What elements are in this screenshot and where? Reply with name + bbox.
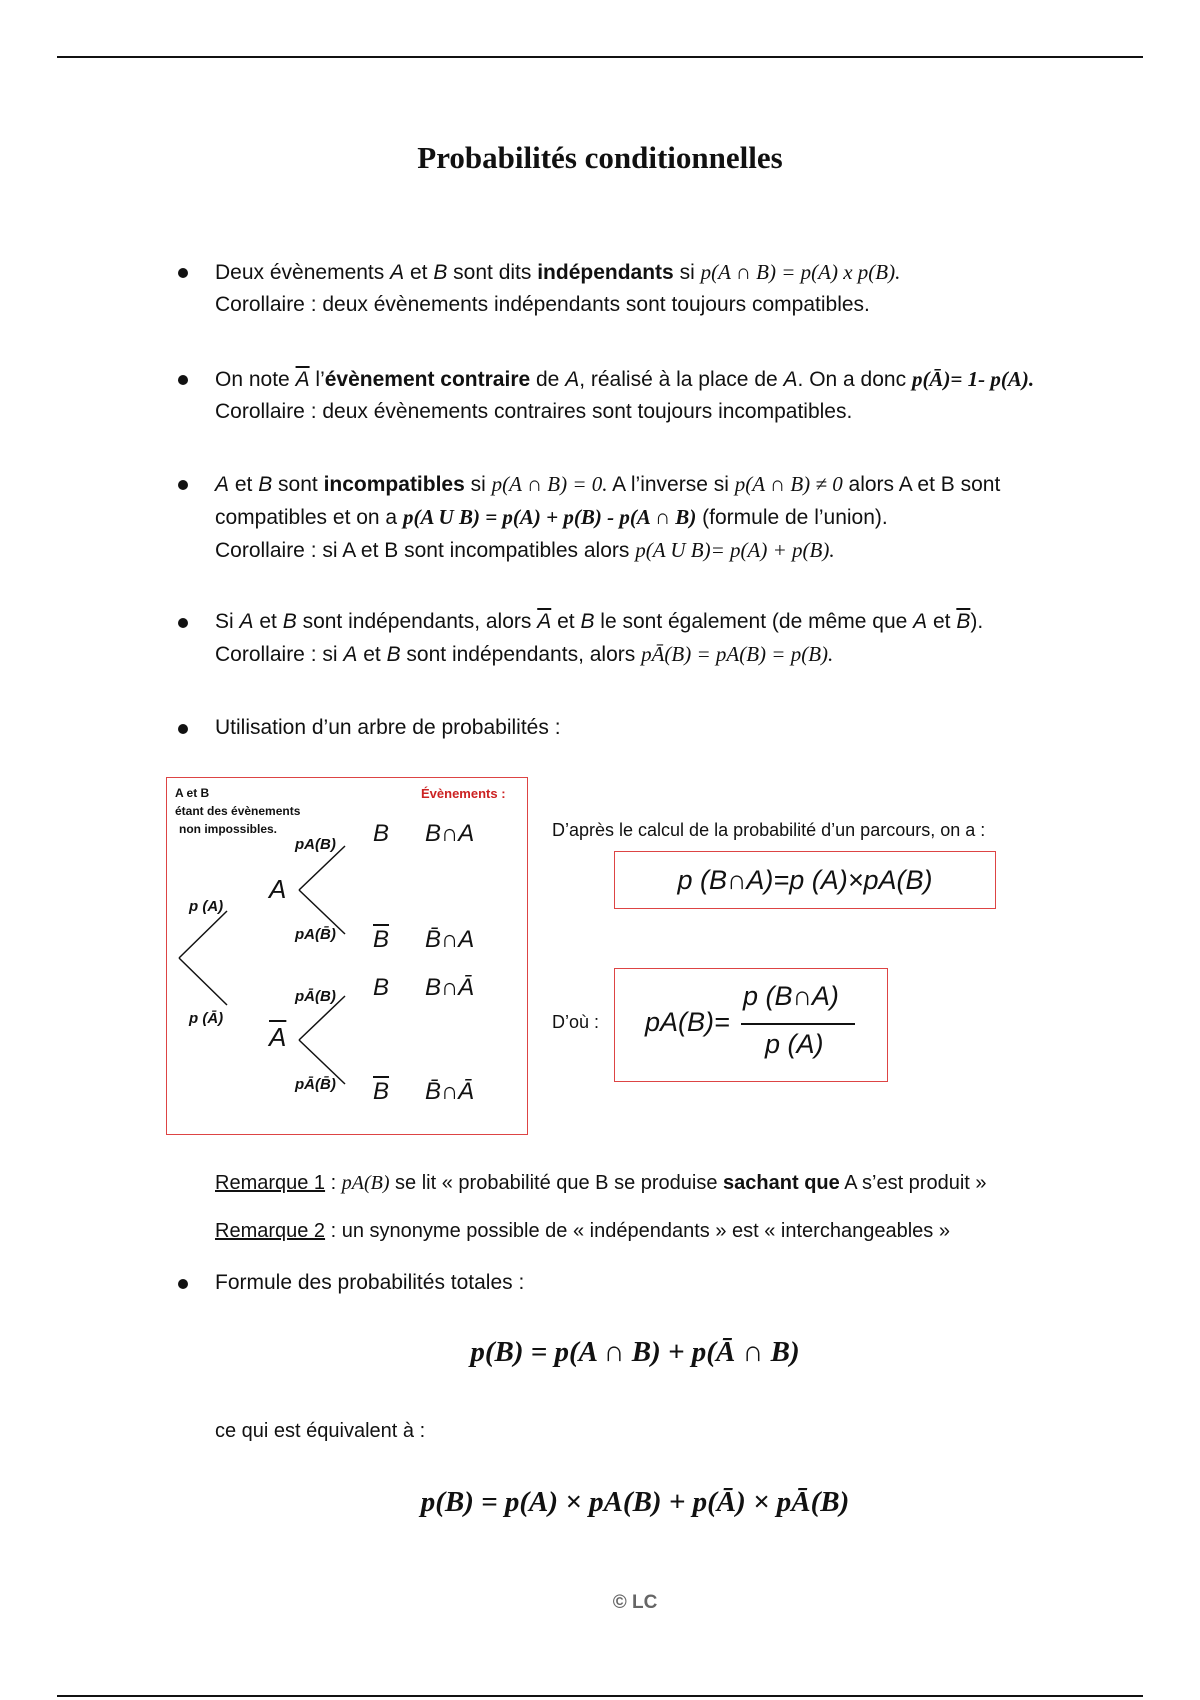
var: B	[386, 643, 401, 666]
formula-total-2: p(B) = p(A) × pA(B) + p(Ā) × pĀ(B)	[420, 1486, 850, 1518]
bold-term: indépendants	[537, 261, 674, 284]
fraction-bar	[741, 1023, 855, 1025]
text: sont dits	[447, 261, 538, 284]
item-line	[215, 638, 1115, 671]
remark-2	[215, 1220, 950, 1243]
prob-A-B: pA(B)	[295, 836, 336, 853]
text: Deux évènements	[215, 261, 391, 284]
text: le sont également (de même que	[594, 610, 914, 633]
text: Si	[215, 610, 240, 633]
formula-total-1: p(B) = p(A ∩ B) + p(Ā ∩ B)	[470, 1336, 800, 1368]
item-line	[215, 534, 1115, 567]
text: et	[229, 473, 259, 496]
bullet	[178, 480, 188, 490]
leaf-Bbar: $\overline{B}$	[373, 926, 390, 953]
formula: pĀ(B) = pA(B) = p(B).	[641, 642, 834, 666]
item-arbre	[215, 712, 1115, 744]
text: se lit « probabilité que B se produise	[389, 1172, 724, 1194]
text: A s’est produit »	[839, 1172, 987, 1194]
prob-Abar-B: pĀ(B)	[295, 988, 336, 1005]
prob-Abar: p (Ā)	[189, 1010, 224, 1027]
var: A	[390, 261, 405, 284]
formula-path: p (B∩A)=p (A)×pA(B)	[614, 851, 996, 909]
formula: p(Ā)= 1- p(A).	[911, 367, 1035, 391]
var: A	[215, 473, 230, 496]
text: l’	[309, 368, 325, 391]
var: A	[565, 368, 580, 391]
formula: p(A ∩ B) = p(A) x p(B).	[700, 260, 901, 284]
text: et	[551, 610, 581, 633]
copyright: © LC	[612, 1592, 658, 1613]
formula: pA(B)	[341, 1172, 390, 1194]
remark-label: Remarque 1	[215, 1172, 326, 1194]
text: , réalisé à la place de	[579, 368, 784, 391]
event-B-and-Abar: B∩Ā	[425, 974, 475, 1001]
formula: p(A ∩ B) ≠ 0	[734, 472, 843, 496]
text: et	[253, 610, 283, 633]
var: B	[433, 261, 448, 284]
var: $\overline{A}$	[295, 368, 310, 391]
bullet	[178, 618, 188, 628]
text: si	[464, 473, 492, 496]
calc-intro: D’après le calcul de la probabilité d’un parcours, on a :	[552, 820, 986, 840]
text: Corollaire : si A et B sont incompatibles alors	[215, 539, 636, 562]
corollary: Corollaire : deux évènements contraires sont toujours incompatibles.	[215, 400, 853, 423]
text: : un synonyme possible de « indépendants » est « interchangeables »	[325, 1220, 950, 1242]
item-line	[215, 256, 1115, 289]
var: B	[282, 610, 297, 633]
text: si	[673, 261, 701, 284]
text: alors A et B sont	[842, 473, 1001, 496]
formula-conditional	[614, 968, 888, 1082]
top-rule	[57, 56, 1143, 58]
text: A l’inverse si	[607, 473, 735, 496]
text: ).	[970, 610, 984, 633]
item-totales	[215, 1267, 1115, 1299]
formula: p(A ∩ B) = 0.	[491, 472, 608, 496]
text: (formule de l’union).	[696, 506, 888, 529]
bullet	[178, 724, 188, 734]
var: A	[913, 610, 928, 633]
var: B	[258, 473, 273, 496]
text: de	[530, 368, 566, 391]
text: et	[357, 643, 387, 666]
item-line	[215, 606, 1115, 638]
formula: p(A U B)= p(A) + p(B).	[635, 538, 835, 562]
hypothesis-line: A et B	[175, 786, 210, 800]
formula-lhs: pA(B)=	[645, 1007, 730, 1037]
prob-Abar-Bbar: pĀ(B̄)	[295, 1076, 336, 1093]
hypothesis-line: étant des évènements	[175, 804, 301, 818]
text: On note	[215, 368, 296, 391]
node-Abar: $\overline{A}$	[269, 1022, 287, 1052]
item-independants	[215, 256, 1115, 321]
item-contraire	[215, 363, 1115, 428]
formula: p(A U B) = p(A) + p(B) - p(A ∩ B)	[402, 505, 697, 529]
event-B-and-A: B∩A	[425, 820, 475, 847]
bullet	[178, 1279, 188, 1289]
item-independants-contraires	[215, 606, 1115, 671]
var: $\overline{A}$	[537, 610, 552, 633]
probability-tree	[166, 777, 528, 1135]
events-label: Évènements :	[421, 786, 506, 801]
equiv-text: ce qui est équivalent à :	[215, 1420, 426, 1442]
node-A: A	[269, 874, 287, 904]
fraction-numerator: p (B∩A)	[743, 981, 839, 1011]
text: et	[927, 610, 957, 633]
leaf-B: B	[373, 974, 390, 1001]
text: compatibles et on a	[215, 506, 403, 529]
fraction-denominator: p (A)	[765, 1029, 824, 1059]
prob-A: p (A)	[189, 898, 224, 915]
text: sont indépendants, alors	[296, 610, 538, 633]
event-Bbar-and-A: B̄∩A	[425, 926, 475, 953]
text: et	[404, 261, 434, 284]
bottom-rule	[57, 1695, 1143, 1697]
item-line	[215, 363, 1115, 396]
bullet	[178, 268, 188, 278]
item-line: Formule des probabilités totales :	[215, 1271, 525, 1294]
item-line	[215, 501, 1115, 534]
leaf-Bbar: $\overline{B}$	[373, 1078, 390, 1105]
dou-label: D’où :	[552, 1012, 600, 1032]
var: A	[239, 610, 254, 633]
text: sont	[272, 473, 324, 496]
prob-A-Bbar: pA(B̄)	[295, 926, 336, 943]
branch-Abar	[179, 958, 227, 1005]
text: Corollaire : si	[215, 643, 344, 666]
bold-term: évènement contraire	[324, 368, 531, 391]
item-incompatibles	[215, 468, 1115, 567]
bold-term: incompatibles	[323, 473, 465, 496]
leaf-B: B	[373, 820, 390, 847]
var: B	[580, 610, 595, 633]
branch-A	[179, 911, 227, 958]
var: A	[343, 643, 358, 666]
corollary: Corollaire : deux évènements indépendants sont toujours compatibles.	[215, 293, 870, 316]
text: sont indépendants, alors	[400, 643, 642, 666]
item-line: Utilisation d’un arbre de probabilités :	[215, 716, 561, 739]
hypothesis-line: non impossibles.	[179, 822, 278, 836]
bold-term: sachant que	[723, 1172, 840, 1194]
text: . On a donc	[797, 368, 912, 391]
var: $\overline{B}$	[956, 610, 971, 633]
bullet	[178, 375, 188, 385]
remark-label: Remarque 2	[215, 1220, 326, 1242]
var: A	[783, 368, 798, 391]
event-Bbar-and-Abar: B̄∩Ā	[425, 1078, 475, 1105]
remark-1	[215, 1172, 987, 1195]
page-title: Probabilités conditionnelles	[417, 140, 783, 175]
text: :	[325, 1172, 342, 1194]
item-line	[215, 468, 1115, 501]
